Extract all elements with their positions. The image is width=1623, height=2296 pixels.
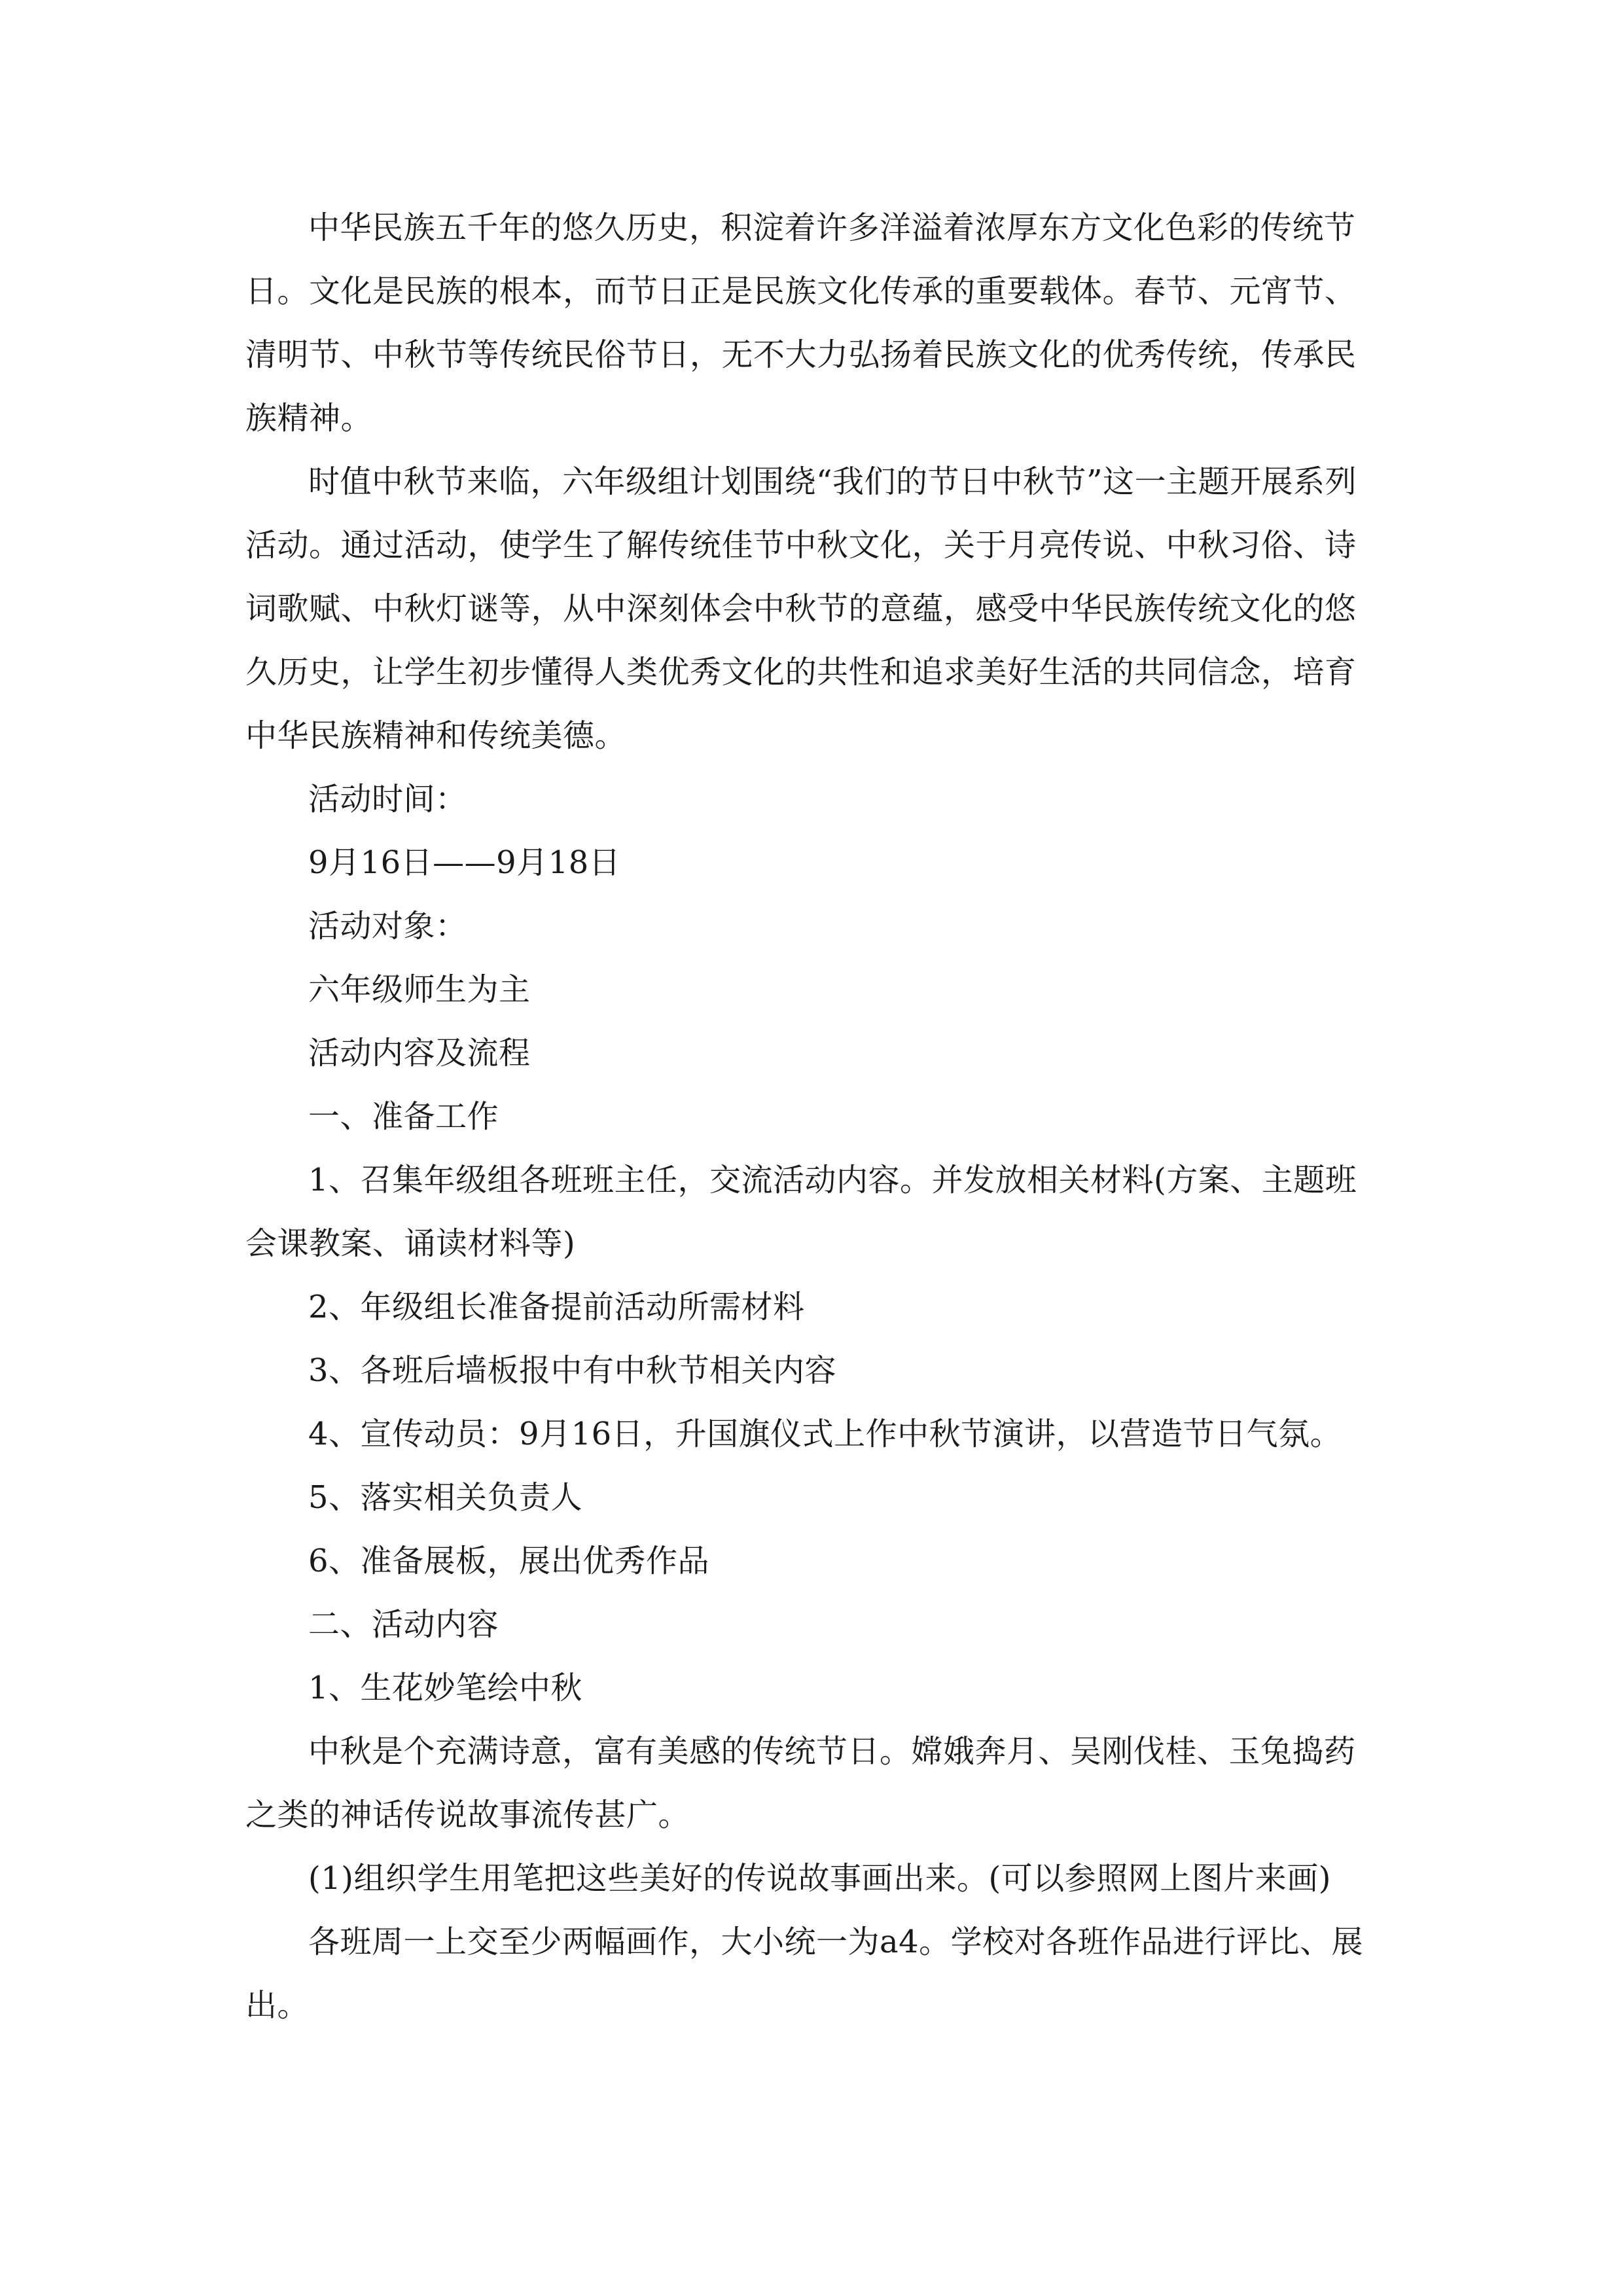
- activity-target-label: 活动对象：: [308, 908, 467, 944]
- activity-item-1-title: 1、生花妙笔绘中秋: [308, 1670, 583, 1706]
- activity-item-1-step-1: (1)组织学生用笔把这些美好的传说故事画出来。(可以参照网上图片来画): [308, 1860, 1331, 1897]
- activity-time-label: 活动时间：: [308, 781, 467, 817]
- activity-item-1-description: 中秋是个充满诗意，富有美感的传统节日。嫦娥奔月、吴刚伐桂、玉兔捣药之类的神话传说故事流传甚广。: [245, 1733, 1356, 1833]
- activity-time-value: 9月16日——9月18日: [308, 844, 621, 881]
- preparation-item-1: 1、召集年级组各班班主任，交流活动内容。并发放相关材料(方案、主题班会课教案、诵读材料等): [245, 1162, 1357, 1262]
- preparation-item-3: 3、各班后墙板报中有中秋节相关内容: [308, 1352, 837, 1389]
- preparation-item-2: 2、年级组长准备提前活动所需材料: [308, 1289, 805, 1325]
- activity-item-1-submission: 各班周一上交至少两幅画作，大小统一为a4。学校对各班作品进行评比、展出。: [245, 1924, 1364, 2024]
- section-heading-activities: 二、活动内容: [308, 1606, 499, 1643]
- preparation-item-6: 6、准备展板，展出优秀作品: [308, 1543, 710, 1579]
- preparation-item-5: 5、落实相关负责人: [308, 1479, 583, 1516]
- preparation-item-4: 4、宣传动员：9月16日，升国旗仪式上作中秋节演讲，以营造节日气氛。: [308, 1416, 1342, 1452]
- document-body: [245, 196, 1384, 2037]
- intro-paragraph: 中华民族五千年的悠久历史，积淀着许多洋溢着浓厚东方文化色彩的传统节日。文化是民族的根本，而节日正是民族文化传承的重要载体。春节、元宵节、清明节、中秋节等传统民俗节日，无不大力弘扬着民族文化的优秀传统，传承民族精神。: [245, 209, 1357, 437]
- purpose-paragraph: 时值中秋节来临，六年级组计划围绕“我们的节日中秋节”这一主题开展系列活动。通过活动，使学生了解传统佳节中秋文化，关于月亮传说、中秋习俗、诗词歌赋、中秋灯谜等，从中深刻体会中秋节的意蕴，感受中华民族传统文化的悠久历史，让学生初步懂得人类优秀文化的共性和追求美好生活的共同信念，培育中华民族精神和传统美德。: [245, 463, 1357, 754]
- activity-target-value: 六年级师生为主: [308, 971, 531, 1008]
- section-heading-preparation: 一、准备工作: [308, 1098, 499, 1135]
- activity-content-heading: 活动内容及流程: [308, 1035, 531, 1071]
